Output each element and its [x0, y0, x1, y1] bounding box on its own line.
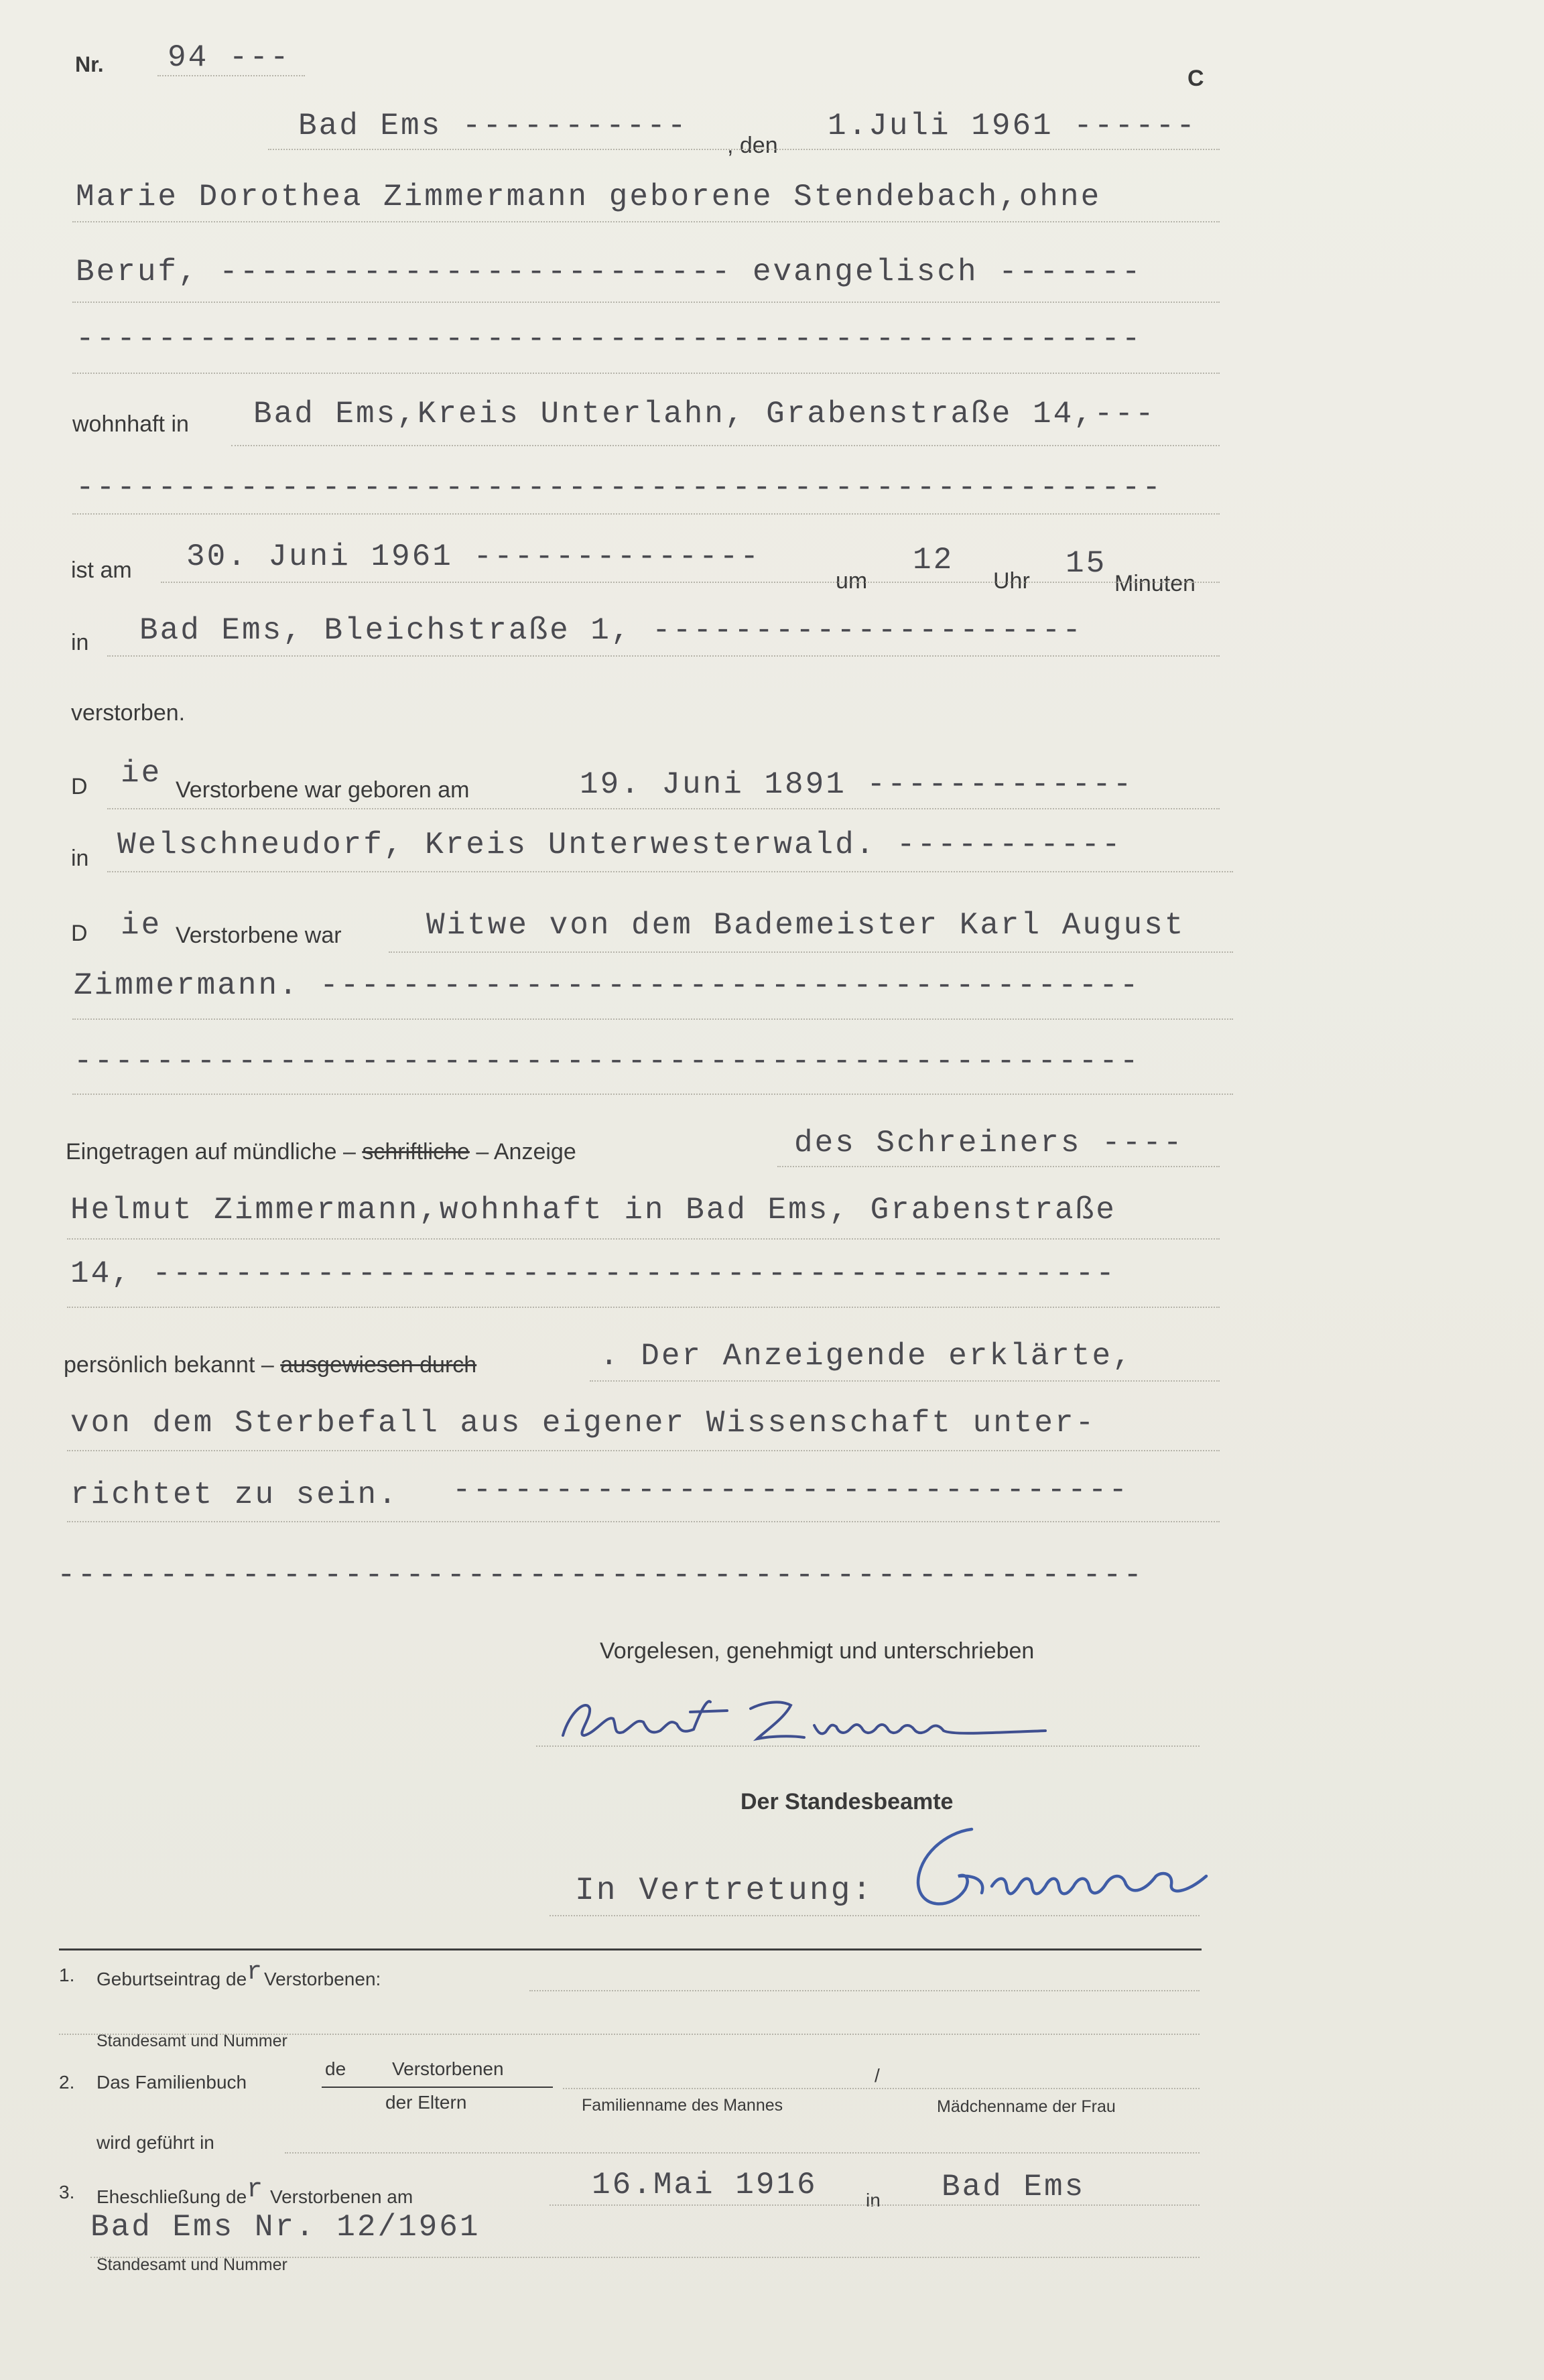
- ist-am-label: ist am: [71, 557, 132, 583]
- status-label: Verstorbene war: [176, 923, 342, 948]
- declaration: . Der Anzeigende erklärte,: [600, 1339, 1133, 1374]
- dotted-rule: [389, 951, 1233, 953]
- filler-dashes: ----------------------------------------------------: [74, 1044, 1141, 1079]
- identity-struck: ausgewiesen durch: [280, 1352, 477, 1378]
- dotted-rule: [777, 1166, 1220, 1167]
- birth-place: Welschneudorf, Kreis Unterwesterwald. -----------: [117, 828, 1122, 862]
- dotted-rule: [536, 1745, 1200, 1747]
- dotted-rule: [72, 373, 1220, 374]
- item3-suffix: r: [247, 2175, 265, 2205]
- filler-dashes: ---------------------------------: [452, 1473, 1129, 1508]
- informant-signature: [550, 1672, 1059, 1766]
- marital-status: Witwe von dem Bademeister Karl August: [426, 908, 1185, 943]
- item2-slash: /: [875, 2065, 880, 2086]
- declaration-cont: von dem Sterbefall aus eigener Wissenschaft unter-: [70, 1406, 1096, 1441]
- notice-struck: schriftliche: [362, 1139, 470, 1165]
- registrar-signature: [891, 1809, 1240, 1930]
- notice-label: [66, 1139, 576, 1165]
- dotted-rule: [67, 1238, 1220, 1240]
- dotted-rule: [550, 2204, 1200, 2206]
- marriage-date: 16.Mai 1916: [592, 2168, 818, 2202]
- verstorben-label: verstorben.: [71, 700, 186, 726]
- item3-label: [96, 2175, 413, 2212]
- item2-de: de: [325, 2058, 346, 2079]
- dotted-rule: [161, 582, 1220, 583]
- item2-label: Das Familienbuch: [96, 2072, 247, 2093]
- birth-d-suffix: ie: [121, 756, 162, 791]
- informant-details: Helmut Zimmermann,wohnhaft in Bad Ems, Grabenstraße: [70, 1193, 1116, 1228]
- dotted-rule: [72, 1094, 1233, 1095]
- deceased-name: Marie Dorothea Zimmermann geborene Stendebach,ohne: [76, 180, 1102, 214]
- dotted-rule: [157, 75, 305, 76]
- dotted-rule: [107, 808, 1220, 809]
- item3-text-b: Verstorbenen am: [269, 2186, 413, 2207]
- dotted-rule: [59, 2034, 1200, 2035]
- birth-date: 19. Juni 1891 -------------: [580, 767, 1134, 802]
- fraction-line: [322, 2087, 553, 2088]
- minuten-label: Minuten: [1114, 571, 1196, 596]
- informant-details-cont: 14, -----------------------------------------------: [70, 1256, 1116, 1291]
- dotted-rule: [67, 1521, 1220, 1522]
- nr-label: Nr.: [75, 52, 104, 76]
- marital-status-cont: Zimmermann. ----------------------------------------: [74, 968, 1141, 1003]
- item1-text-b: Verstorbenen:: [263, 1969, 381, 1989]
- residence-label: wohnhaft in: [72, 411, 189, 437]
- item3-number: 3.: [59, 2182, 75, 2202]
- death-date: 30. Juni 1961 --------------: [186, 539, 761, 574]
- dotted-rule: [550, 1915, 1200, 1916]
- footer-separator: [59, 1948, 1202, 1951]
- death-minutes: 15: [1066, 546, 1107, 581]
- registrar-label: Der Standesbeamte: [741, 1789, 954, 1814]
- declaration-end: richtet zu sein.: [70, 1477, 399, 1512]
- uhr-label: Uhr: [993, 568, 1030, 594]
- item3-text-a: Eheschließung de: [96, 2186, 247, 2207]
- birth-place-label: in: [71, 846, 89, 871]
- item2-husband-label: Familienname des Mannes: [582, 2096, 783, 2115]
- dotted-rule: [590, 1380, 1220, 1382]
- occupation-religion: Beruf, ------------------------- evangelisch -------: [76, 255, 1143, 289]
- dotted-rule: [72, 302, 1220, 303]
- den-label: , den: [727, 133, 778, 158]
- form-letter: C: [1187, 66, 1204, 91]
- death-place-label: in: [71, 630, 89, 655]
- dotted-rule: [67, 1307, 1220, 1308]
- marriage-register: Bad Ems Nr. 12/1961: [90, 2210, 480, 2245]
- dotted-rule: [231, 445, 1220, 446]
- item1-sub: Standesamt und Nummer: [96, 2032, 287, 2050]
- item1-label: [96, 1958, 381, 1993]
- item2-maiden-label: Mädchenname der Frau: [937, 2097, 1116, 2116]
- item3-sub: Standesamt und Nummer: [96, 2255, 287, 2274]
- identity-prefix: persönlich bekannt –: [64, 1352, 274, 1378]
- marriage-place: Bad Ems: [942, 2170, 1086, 2204]
- informant-intro: des Schreiners ----: [794, 1126, 1184, 1161]
- dotted-rule: [563, 2088, 1200, 2089]
- dotted-rule: [107, 655, 1220, 657]
- item1-text-a: Geburtseintrag de: [96, 1969, 247, 1989]
- status-d-label: D: [71, 921, 88, 946]
- notice-suffix: – Anzeige: [476, 1139, 576, 1165]
- birth-label: Verstorbene war geboren am: [176, 777, 470, 803]
- residence-continuation: -----------------------------------------------------: [76, 470, 1163, 505]
- item2-verstorbenen: Verstorbenen: [392, 2058, 504, 2079]
- item1-suffix: r: [247, 1958, 264, 1987]
- dotted-rule: [285, 2152, 1200, 2154]
- dotted-rule: [529, 1990, 1200, 1991]
- residence-value: Bad Ems,Kreis Unterlahn, Grabenstraße 14,---: [253, 397, 1156, 432]
- dotted-rule: [72, 1018, 1233, 1020]
- dotted-rule: [90, 2257, 1200, 2258]
- dotted-rule: [268, 149, 1220, 150]
- dotted-rule: [67, 1450, 1220, 1451]
- item2-kept-label: wird geführt in: [96, 2132, 214, 2153]
- registration-date: 1.Juli 1961 ------: [828, 109, 1197, 143]
- filler-dashes: -----------------------------------------------------: [57, 1558, 1145, 1593]
- item1-number: 1.: [59, 1965, 75, 1985]
- dotted-rule: [107, 871, 1233, 872]
- deputy-label: In Vertretung:: [575, 1873, 874, 1909]
- identity-label: [64, 1352, 476, 1378]
- status-d-suffix: ie: [121, 908, 162, 943]
- item3-in-label: in: [866, 2190, 881, 2210]
- registration-place: Bad Ems -----------: [298, 109, 688, 143]
- item2-eltern: der Eltern: [385, 2092, 467, 2113]
- death-hour: 12: [913, 543, 954, 578]
- birth-d-label: D: [71, 774, 88, 799]
- read-approved-label: Vorgelesen, genehmigt und unterschrieben: [600, 1638, 1035, 1664]
- notice-prefix: Eingetragen auf mündliche –: [66, 1139, 356, 1165]
- dotted-rule: [72, 221, 1220, 222]
- filler-dashes: ----------------------------------------------------: [76, 322, 1143, 356]
- item2-number: 2.: [59, 2072, 75, 2093]
- um-label: um: [836, 568, 868, 594]
- register-number: 94 ---: [168, 40, 291, 75]
- death-place: Bad Ems, Bleichstraße 1, ---------------------: [139, 613, 1083, 648]
- dotted-rule: [72, 513, 1220, 515]
